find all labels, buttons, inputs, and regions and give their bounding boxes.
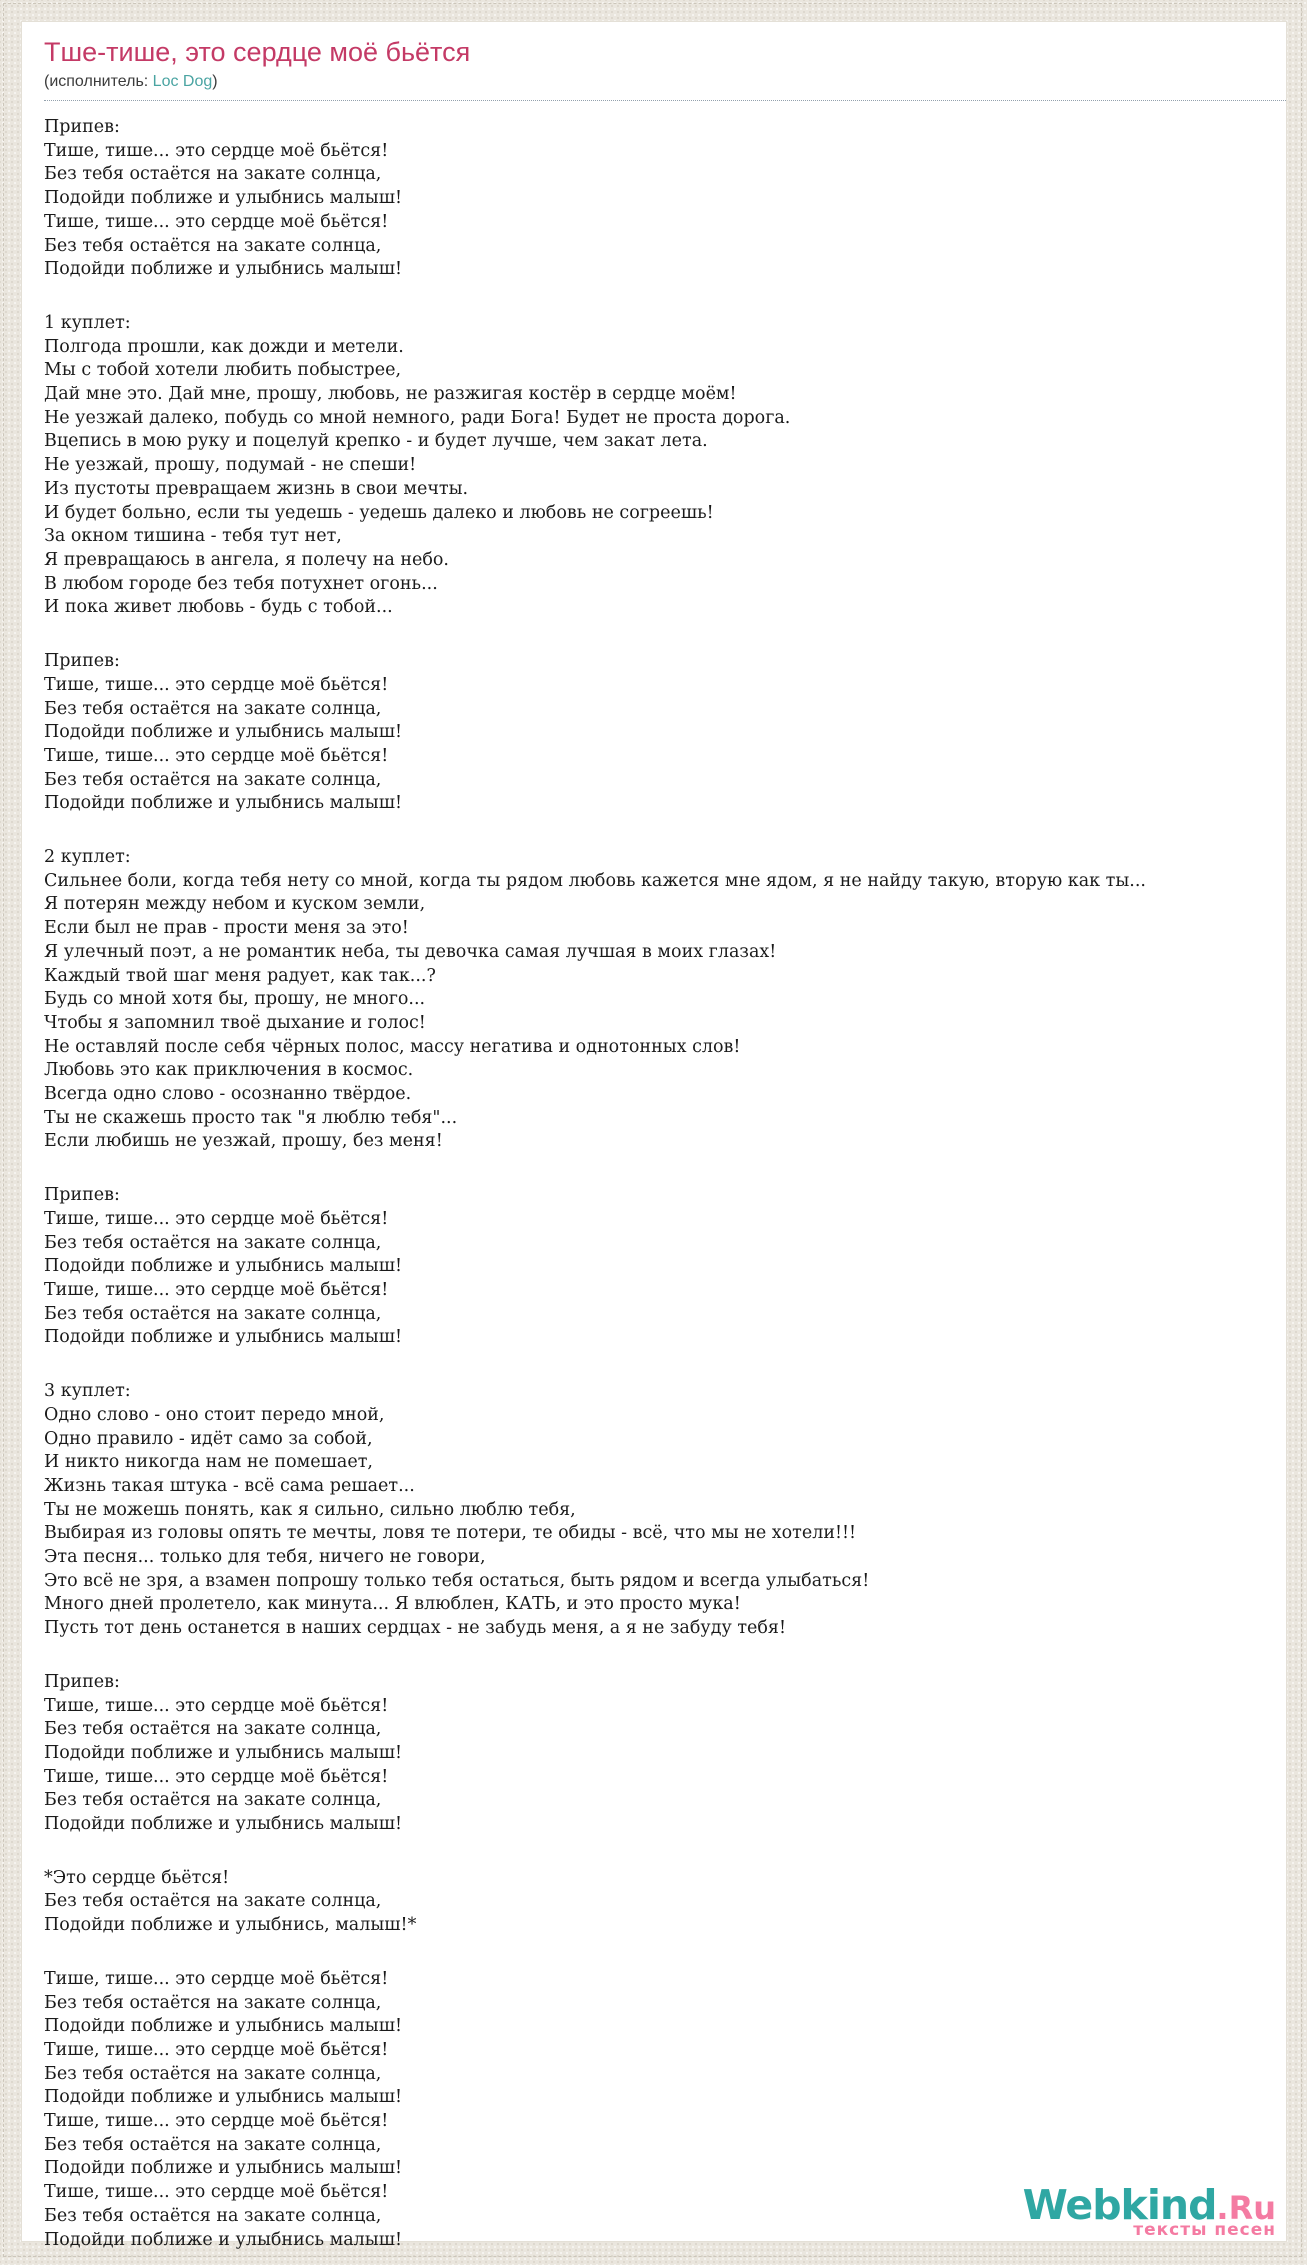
lyric-line: Будь со мной хотя бы, прошу, не много...: [44, 989, 426, 1010]
lyric-line: Я улечный поэт, а не романтик неба, ты девочка самая лучшая в моих глазах!: [44, 941, 777, 962]
stanza: [44, 1867, 1286, 1938]
lyric-line: Тише, тише... это сердце моё бьётся!: [44, 674, 389, 695]
lyric-line: И никто никогда нам не помешает,: [44, 1452, 373, 1473]
lyric-line: Эта песня... только для тебя, ничего не говори,: [44, 1547, 486, 1568]
lyric-line: Каждый твой шаг меня радует, как так...?: [44, 965, 436, 986]
webkind-logo-tagline: тексты песен: [1133, 2220, 1276, 2240]
lyric-line: Припев:: [44, 651, 120, 672]
lyric-line: Подойди поближе и улыбнись малыш!: [44, 2158, 403, 2179]
lyric-line: Без тебя остаётся на закате солнца,: [44, 164, 382, 185]
lyric-line: Выбирая из головы опять те мечты, ловя те потери, те обиды - всё, что мы не хотели!!!: [44, 1523, 857, 1544]
stanza: [44, 312, 1286, 620]
lyric-line: 1 куплет:: [44, 312, 131, 333]
lyric-line: Подойди поближе и улыбнись малыш!: [44, 2087, 403, 2108]
lyric-line: Без тебя остаётся на закате солнца,: [44, 2205, 382, 2226]
artist-label-prefix: (исполнитель:: [44, 73, 153, 91]
lyric-line: Без тебя остаётся на закате солнца,: [44, 2134, 382, 2155]
lyric-line: Тише, тише... это сердце моё бьётся!: [44, 1968, 389, 1989]
lyric-line: Без тебя остаётся на закате солнца,: [44, 1303, 382, 1324]
lyric-line: Не уезжай, прошу, подумай - не спеши!: [44, 455, 417, 476]
lyric-line: Тише, тише... это сердце моё бьётся!: [44, 1695, 389, 1716]
stanza: [44, 1184, 1286, 1350]
stanza: [44, 650, 1286, 816]
lyric-line: Сильнее боли, когда тебя нету со мной, когда ты рядом любовь кажется мне ядом, я не найду такую, вторую как ты...: [44, 870, 1146, 891]
lyric-line: Без тебя остаётся на закате солнца,: [44, 1719, 382, 1740]
lyric-line: Тише, тише... это сердце моё бьётся!: [44, 1766, 389, 1787]
lyric-line: Без тебя остаётся на закате солнца,: [44, 235, 382, 256]
webkind-logo-link[interactable]: [1022, 2181, 1276, 2240]
lyric-line: Одно слово - оно стоит передо мной,: [44, 1404, 385, 1425]
lyric-line: 2 куплет:: [44, 847, 131, 868]
lyric-line: Подойди поближе и улыбнись, малыш!*: [44, 1915, 417, 1936]
content-card: [21, 21, 1287, 2250]
lyric-line: Дай мне это. Дай мне, прошу, любовь, не разжигая костёр в сердце моём!: [44, 384, 737, 405]
content-area: [22, 22, 1286, 2265]
webkind-logo-suffix: .Ru: [1216, 2189, 1276, 2227]
lyric-line: Без тебя остаётся на закате солнца,: [44, 1891, 382, 1912]
lyric-line: Без тебя остаётся на закате солнца,: [44, 1232, 382, 1253]
lyric-line: Мы с тобой хотели любить побыстрее,: [44, 360, 402, 381]
lyric-line: Не уезжай далеко, побудь со мной немного, ради Бога! Будет не проста дорога.: [44, 407, 791, 428]
stanza: [44, 1380, 1286, 1641]
lyric-line: Подойди поближе и улыбнись малыш!: [44, 259, 403, 280]
lyric-line: Подойди поближе и улыбнись малыш!: [44, 1256, 403, 1277]
lyric-line: Подойди поближе и улыбнись малыш!: [44, 1742, 403, 1763]
lyric-line: Ты не скажешь просто так "я люблю тебя"...: [44, 1107, 458, 1128]
artist-label-suffix: ): [212, 73, 218, 91]
lyric-line: Без тебя остаётся на закате солнца,: [44, 698, 382, 719]
lyric-line: Подойди поближе и улыбнись малыш!: [44, 2229, 403, 2250]
lyric-line: Тише, тише... это сердце моё бьётся!: [44, 1279, 389, 1300]
lyric-line: Всегда одно слово - осознанно твёрдое.: [44, 1084, 412, 1105]
lyric-line: Тише, тише... это сердце моё бьётся!: [44, 2182, 389, 2203]
lyric-line: Это всё не зря, а взамен попрошу только тебя остаться, быть рядом и всегда улыбаться!: [44, 1570, 870, 1591]
lyric-line: Одно правило - идёт само за собой,: [44, 1428, 373, 1449]
lyric-line: 3 куплет:: [44, 1381, 131, 1402]
lyric-line: Я потерян между небом и куском земли,: [44, 894, 426, 915]
lyrics: [44, 116, 1286, 2265]
lyric-line: Подойди поближе и улыбнись малыш!: [44, 722, 403, 743]
webkind-logo-main: Webkind: [1022, 2181, 1217, 2229]
lyric-line: За окном тишина - тебя тут нет,: [44, 526, 342, 547]
lyric-line: Подойди поближе и улыбнись малыш!: [44, 1327, 403, 1348]
song-title: Тше-тише, это сердце моё бьётся: [44, 37, 471, 67]
lyric-line: Ты не можешь понять, как я сильно, сильно люблю тебя,: [44, 1499, 576, 1520]
lyric-line: Без тебя остаётся на закате солнца,: [44, 2063, 382, 2084]
lyric-line: Без тебя остаётся на закате солнца,: [44, 1790, 382, 1811]
lyric-line: Подойди поближе и улыбнись малыш!: [44, 1814, 403, 1835]
lyric-line: Тише, тише... это сердце моё бьётся!: [44, 1208, 389, 1229]
lyric-line: Подойди поближе и улыбнись малыш!: [44, 188, 403, 209]
lyric-line: Если был не прав - прости меня за это!: [44, 918, 409, 939]
lyric-line: В любом городе без тебя потухнет огонь...: [44, 573, 438, 594]
lyric-line: Полгода прошли, как дожди и метели.: [44, 336, 404, 357]
lyric-line: *Это сердце бьётся!: [44, 1867, 230, 1888]
lyric-line: Подойди поближе и улыбнись малыш!: [44, 2016, 403, 2037]
lyric-line: Много дней пролетело, как минута... Я влюблен, КАТЬ, и это просто мука!: [44, 1594, 741, 1615]
lyric-line: И пока живет любовь - будь с тобой...: [44, 597, 393, 618]
artist-line: [44, 73, 1286, 101]
lyric-line: Пусть тот день останется в наших сердцах - не забудь меня, а я не забуду тебя!: [44, 1618, 786, 1639]
artist-link[interactable]: Loc Dog: [152, 73, 213, 91]
lyric-line: Тише, тише... это сердце моё бьётся!: [44, 140, 389, 161]
stanza: [44, 116, 1286, 282]
lyric-line: Из пустоты превращаем жизнь в свои мечты.: [44, 478, 469, 499]
lyric-line: Припев:: [44, 117, 120, 138]
lyric-line: Тише, тише... это сердце моё бьётся!: [44, 2111, 389, 2132]
lyric-line: Чтобы я запомнил твоё дыхание и голос!: [44, 1012, 426, 1033]
lyric-line: Тише, тише... это сердце моё бьётся!: [44, 211, 389, 232]
lyric-line: Припев:: [44, 1671, 120, 1692]
lyric-line: Тише, тише... это сердце моё бьётся!: [44, 745, 389, 766]
lyric-line: Припев:: [44, 1185, 120, 1206]
lyric-line: Подойди поближе и улыбнись малыш!: [44, 793, 403, 814]
lyric-line: Тише, тише... это сердце моё бьётся!: [44, 2039, 389, 2060]
lyric-line: Вцепись в мою руку и поцелуй крепко - и будет лучше, чем закат лета.: [44, 431, 708, 452]
lyric-line: Жизнь такая штука - всё сама решает...: [44, 1475, 415, 1496]
lyric-line: Не оставляй после себя чёрных полос, массу негатива и однотонных слов!: [44, 1036, 741, 1057]
lyric-line: Без тебя остаётся на закате солнца,: [44, 1992, 382, 2013]
stanza: [44, 846, 1286, 1154]
lyric-line: И будет больно, если ты уедешь - уедешь далеко и любовь не согреешь!: [44, 502, 714, 523]
lyric-line: Я превращаюсь в ангела, я полечу на небо.: [44, 550, 449, 570]
lyric-line: Без тебя остаётся на закате солнца,: [44, 769, 382, 790]
lyric-line: Если любишь не уезжай, прошу, без меня!: [44, 1131, 443, 1152]
stanza: [44, 1671, 1286, 1837]
lyric-line: Любовь это как приключения в космос.: [44, 1060, 414, 1081]
